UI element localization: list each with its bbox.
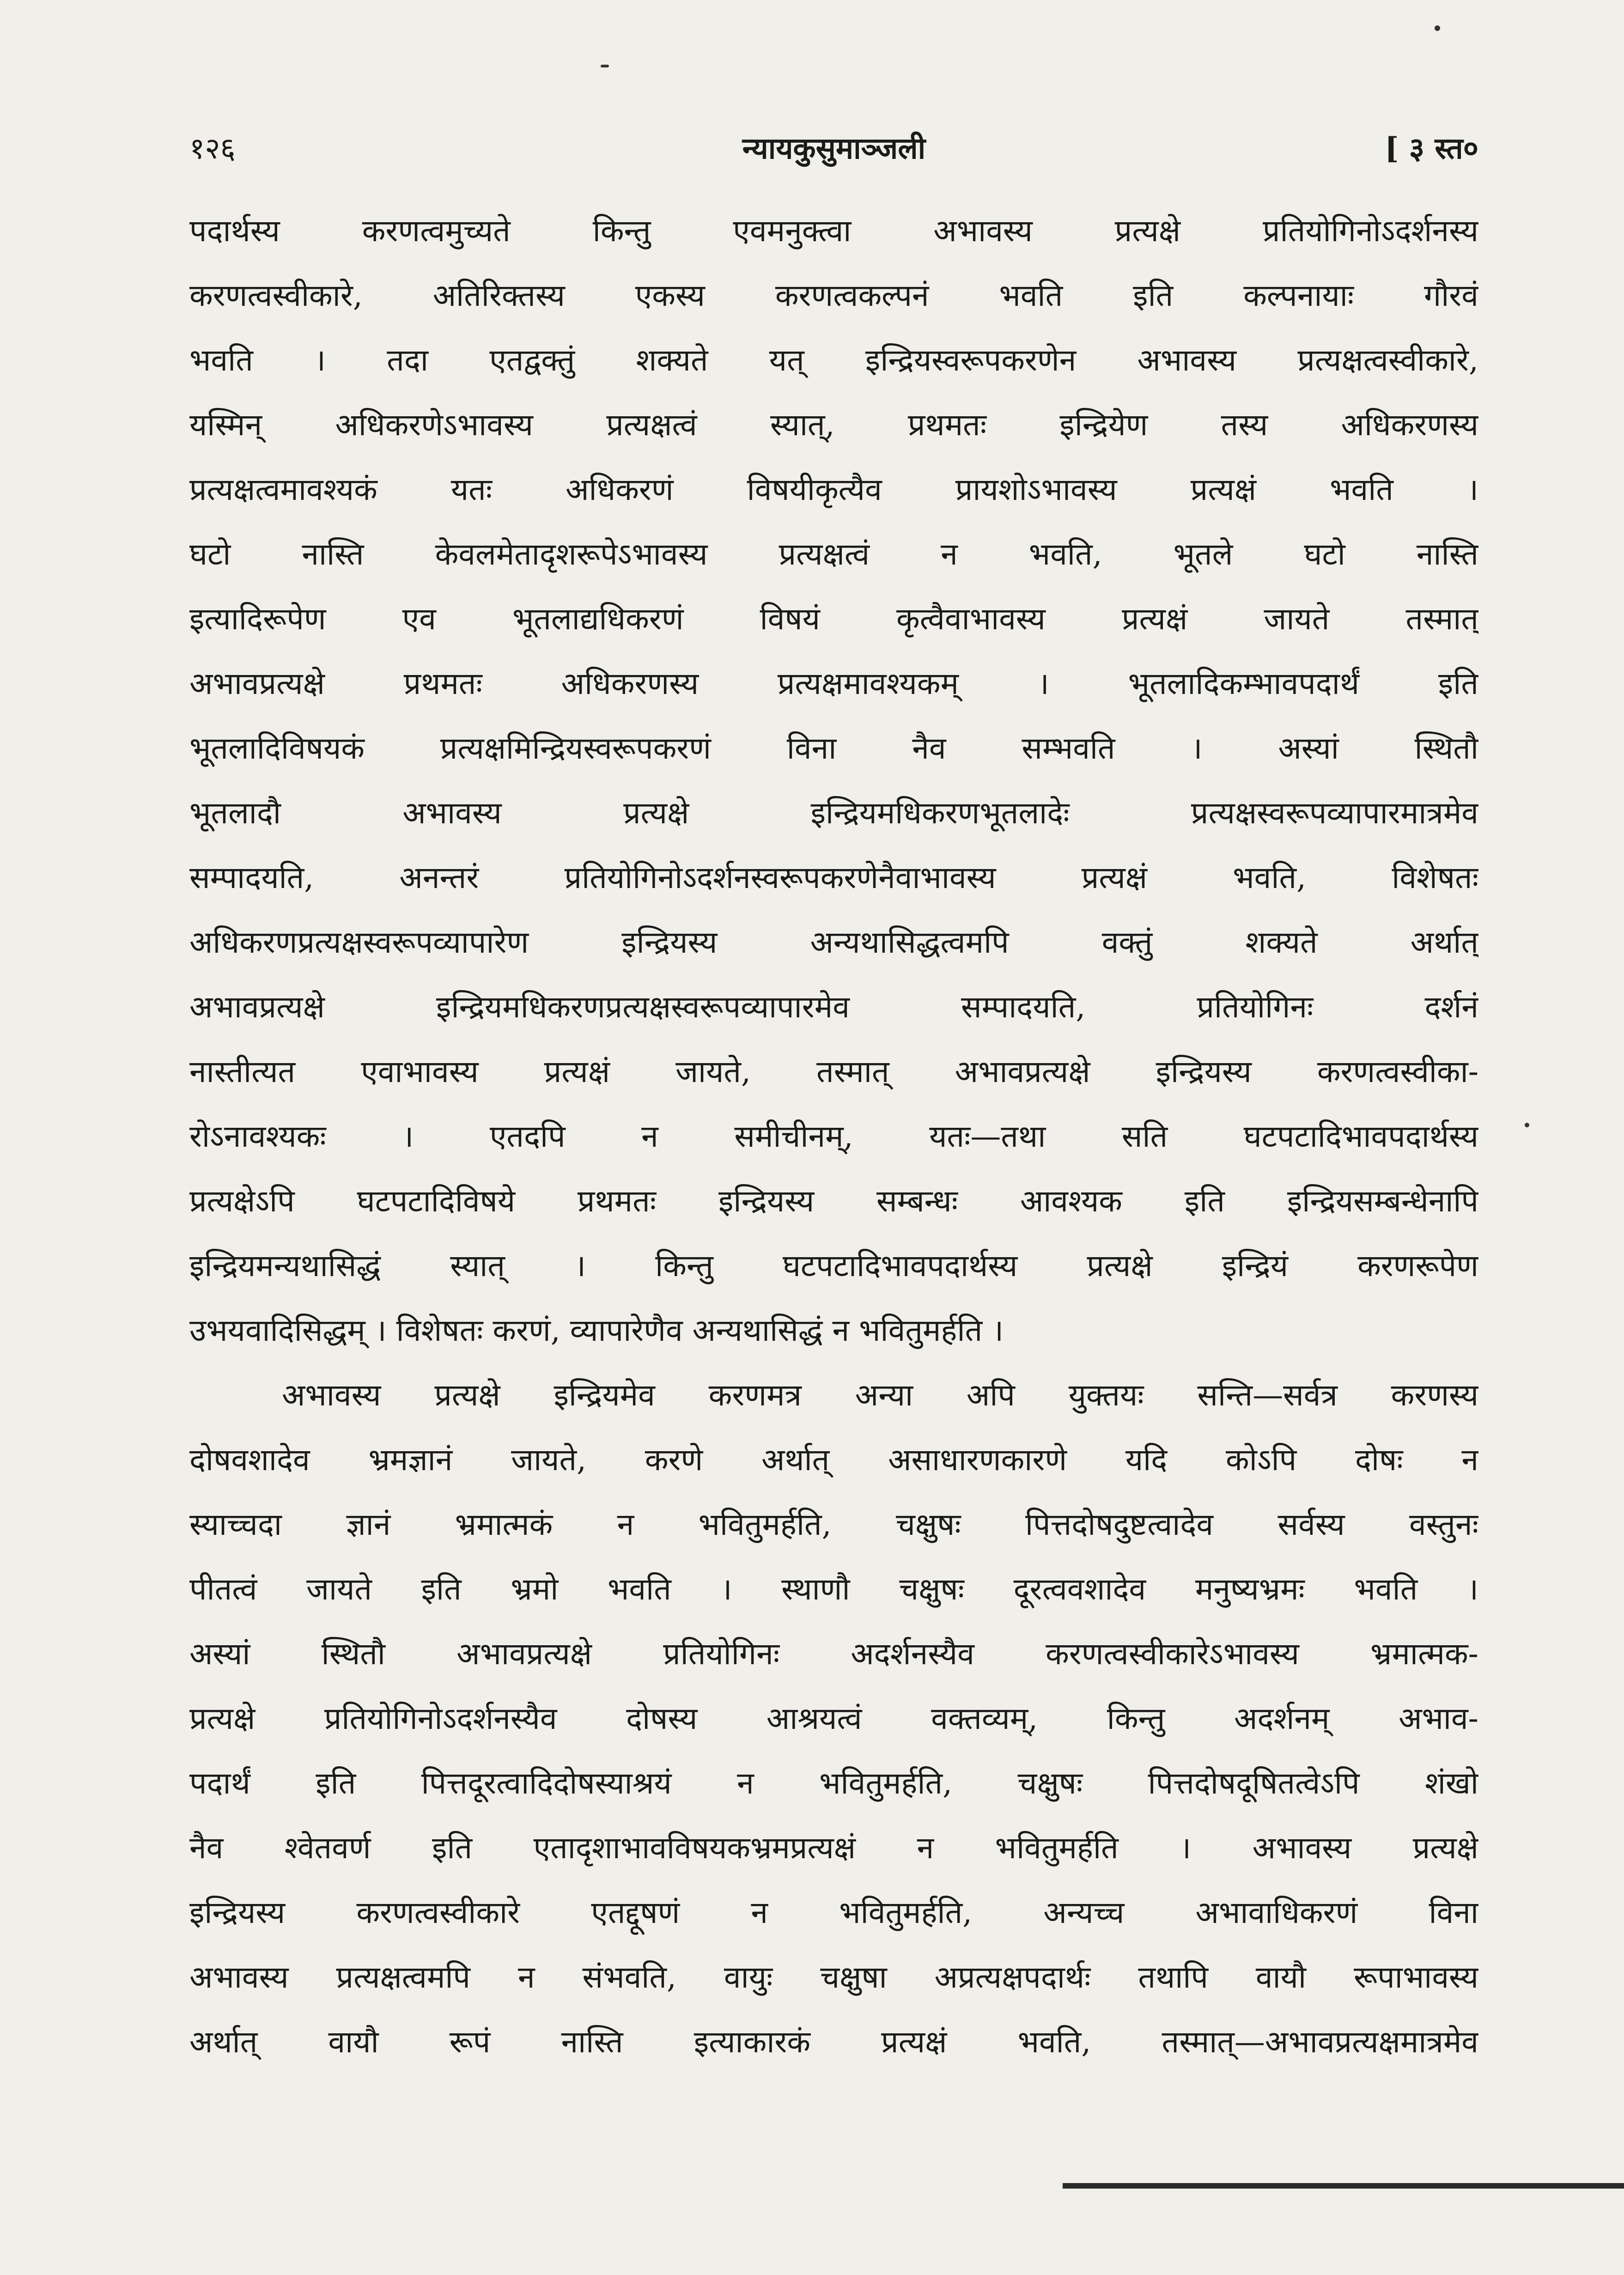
section-mark: [ ३ स्त० <box>1385 131 1478 166</box>
text-line: नैव श्वेतवर्ण इति एतादृशाभावविषयकभ्रमप्रत्यक्षं न भवितुमर्हति । अभावस्य प्रत्यक्षे <box>189 1830 1478 1866</box>
text-line: पदार्थस्य करणत्वमुच्यते किन्तु एवमनुक्त्वा अभावस्य प्रत्यक्षे प्रतियोगिनोऽदर्शनस्य <box>189 213 1478 249</box>
text-line: अभावस्य प्रत्यक्षत्वमपि न संभवति, वायुः चक्षुषा अप्रत्यक्षपदार्थः तथापि वायौ रूपाभावस्य <box>189 1959 1478 1995</box>
text-line: सम्पादयति, अनन्तरं प्रतियोगिनोऽदर्शनस्वरूपकरणेनैवाभावस्य प्रत्यक्षं भवति, विशेषतः <box>189 860 1478 895</box>
page-number: १२६ <box>189 132 236 166</box>
text-line: इन्द्रियमन्यथासिद्धं स्यात् । किन्तु घटपटादिभावपदार्थस्य प्रत्यक्षे इन्द्रियं करणरूपेण <box>189 1248 1478 1283</box>
text-line: भवति । तदा एतद्वक्तुं शक्यते यत् इन्द्रियस्वरूपकरणेन अभावस्य प्रत्यक्षत्वस्वीकारे, <box>189 342 1478 378</box>
text-line: नास्तीत्यत एवाभावस्य प्रत्यक्षं जायते, तस्मात् अभावप्रत्यक्षे इन्द्रियस्य करणत्वस्वीका- <box>189 1054 1478 1089</box>
text-line: भूतलादिविषयकं प्रत्यक्षमिन्द्रियस्वरूपकरणं विना नैव सम्भवति । अस्यां स्थितौ <box>189 730 1478 766</box>
bottom-rule <box>1063 2183 1624 2189</box>
text-line: उभयवादिसिद्धम् । विशेषतः करणं, व्यापारेणैव अन्यथासिद्धं न भवितुमर्हति । <box>189 1313 1004 1348</box>
text-line: यस्मिन् अधिकरणेऽभावस्य प्रत्यक्षत्वं स्यात्, प्रथमतः इन्द्रियेण तस्य अधिकरणस्य <box>189 407 1478 443</box>
running-title: न्यायकुसुमाञ्जली <box>742 131 926 166</box>
text-line: स्याच्चदा ज्ञानं भ्रमात्मकं न भवितुमर्हति, चक्षुषः पित्तदोषदुष्टत्वादेव सर्वस्य वस्तुनः <box>189 1507 1478 1542</box>
text-line: अर्थात् वायौ रूपं नास्ति इत्याकारकं प्रत्यक्षं भवति, तस्मात्—अभावप्रत्यक्षमात्रमेव <box>189 2024 1478 2060</box>
text-line: करणत्वस्वीकारे, अतिरिक्तस्य एकस्य करणत्वकल्पनं भवति इति कल्पनायाः गौरवं <box>189 278 1478 313</box>
text-line: अभावस्य प्रत्यक्षे इन्द्रियमेव करणमत्र अन्या अपि युक्तयः सन्ति—सर्वत्र करणस्य <box>282 1377 1478 1413</box>
text-line: अभावप्रत्यक्षे प्रथमतः अधिकरणस्य प्रत्यक्षमावश्यकम् । भूतलादिकम्भावपदार्थं इति <box>189 666 1478 701</box>
body-text <box>189 199 1478 2074</box>
scan-speck <box>601 65 609 67</box>
text-line: इन्द्रियस्य करणत्वस्वीकारे एतद्दूषणं न भवितुमर्हति, अन्यच्च अभावाधिकरणं विना <box>189 1895 1478 1930</box>
text-line: दोषवशादेव भ्रमज्ञानं जायते, करणे अर्थात् असाधारणकारणे यदि कोऽपि दोषः न <box>189 1442 1478 1478</box>
text-line: पदार्थं इति पित्तदूरत्वादिदोषस्याश्रयं न भवितुमर्हति, चक्षुषः पित्तदोषदूषितत्वेऽपि शंखो <box>189 1765 1478 1801</box>
text-line: अभावप्रत्यक्षे इन्द्रियमधिकरणप्रत्यक्षस्वरूपव्यापारमेव सम्पादयति, प्रतियोगिनः दर्शनं <box>189 989 1478 1025</box>
text-line: भूतलादौ अभावस्य प्रत्यक्षे इन्द्रियमधिकरणभूतलादेः प्रत्यक्षस्वरूपव्यापारमात्रमेव <box>189 795 1478 831</box>
text-line: प्रत्यक्षे प्रतियोगिनोऽदर्शनस्यैव दोषस्य आश्रयत्वं वक्तव्यम्, किन्तु अदर्शनम् अभाव- <box>189 1701 1478 1736</box>
scan-speck <box>1435 25 1440 31</box>
text-line: घटो नास्ति केवलमेतादृशरूपेऽभावस्य प्रत्यक्षत्वं न भवति, भूतले घटो नास्ति <box>189 536 1478 572</box>
text-line: पीतत्वं जायते इति भ्रमो भवति । स्थाणौ चक्षुषः दूरत्ववशादेव मनुष्यभ्रमः भवति । <box>189 1571 1478 1607</box>
text-line: इत्यादिरूपेण एव भूतलाद्यधिकरणं विषयं कृत्वैवाभावस्य प्रत्यक्षं जायते तस्मात् <box>189 601 1478 637</box>
text-line: रोऽनावश्यकः । एतदपि न समीचीनम्, यतः—तथा सति घटपटादिभावपदार्थस्य <box>189 1119 1478 1154</box>
text-line: प्रत्यक्षेऽपि घटपटादिविषये प्रथमतः इन्द्रियस्य सम्बन्धः आवश्यक इति इन्द्रियसम्बन्धेनापि <box>189 1183 1478 1219</box>
scan-speck <box>1525 1123 1529 1127</box>
text-line: अस्यां स्थितौ अभावप्रत्यक्षे प्रतियोगिनः अदर्शनस्यैव करणत्वस्वीकारेऽभावस्य भ्रमात्मक- <box>189 1636 1478 1672</box>
text-line: अधिकरणप्रत्यक्षस्वरूपव्यापारेण इन्द्रियस्य अन्यथासिद्धत्वमपि वक्तुं शक्यते अर्थात् <box>189 925 1478 960</box>
text-line: प्रत्यक्षत्वमावश्यकं यतः अधिकरणं विषयीकृत्यैव प्रायशोऽभावस्य प्रत्यक्षं भवति । <box>189 472 1478 507</box>
page-header <box>189 118 1478 169</box>
